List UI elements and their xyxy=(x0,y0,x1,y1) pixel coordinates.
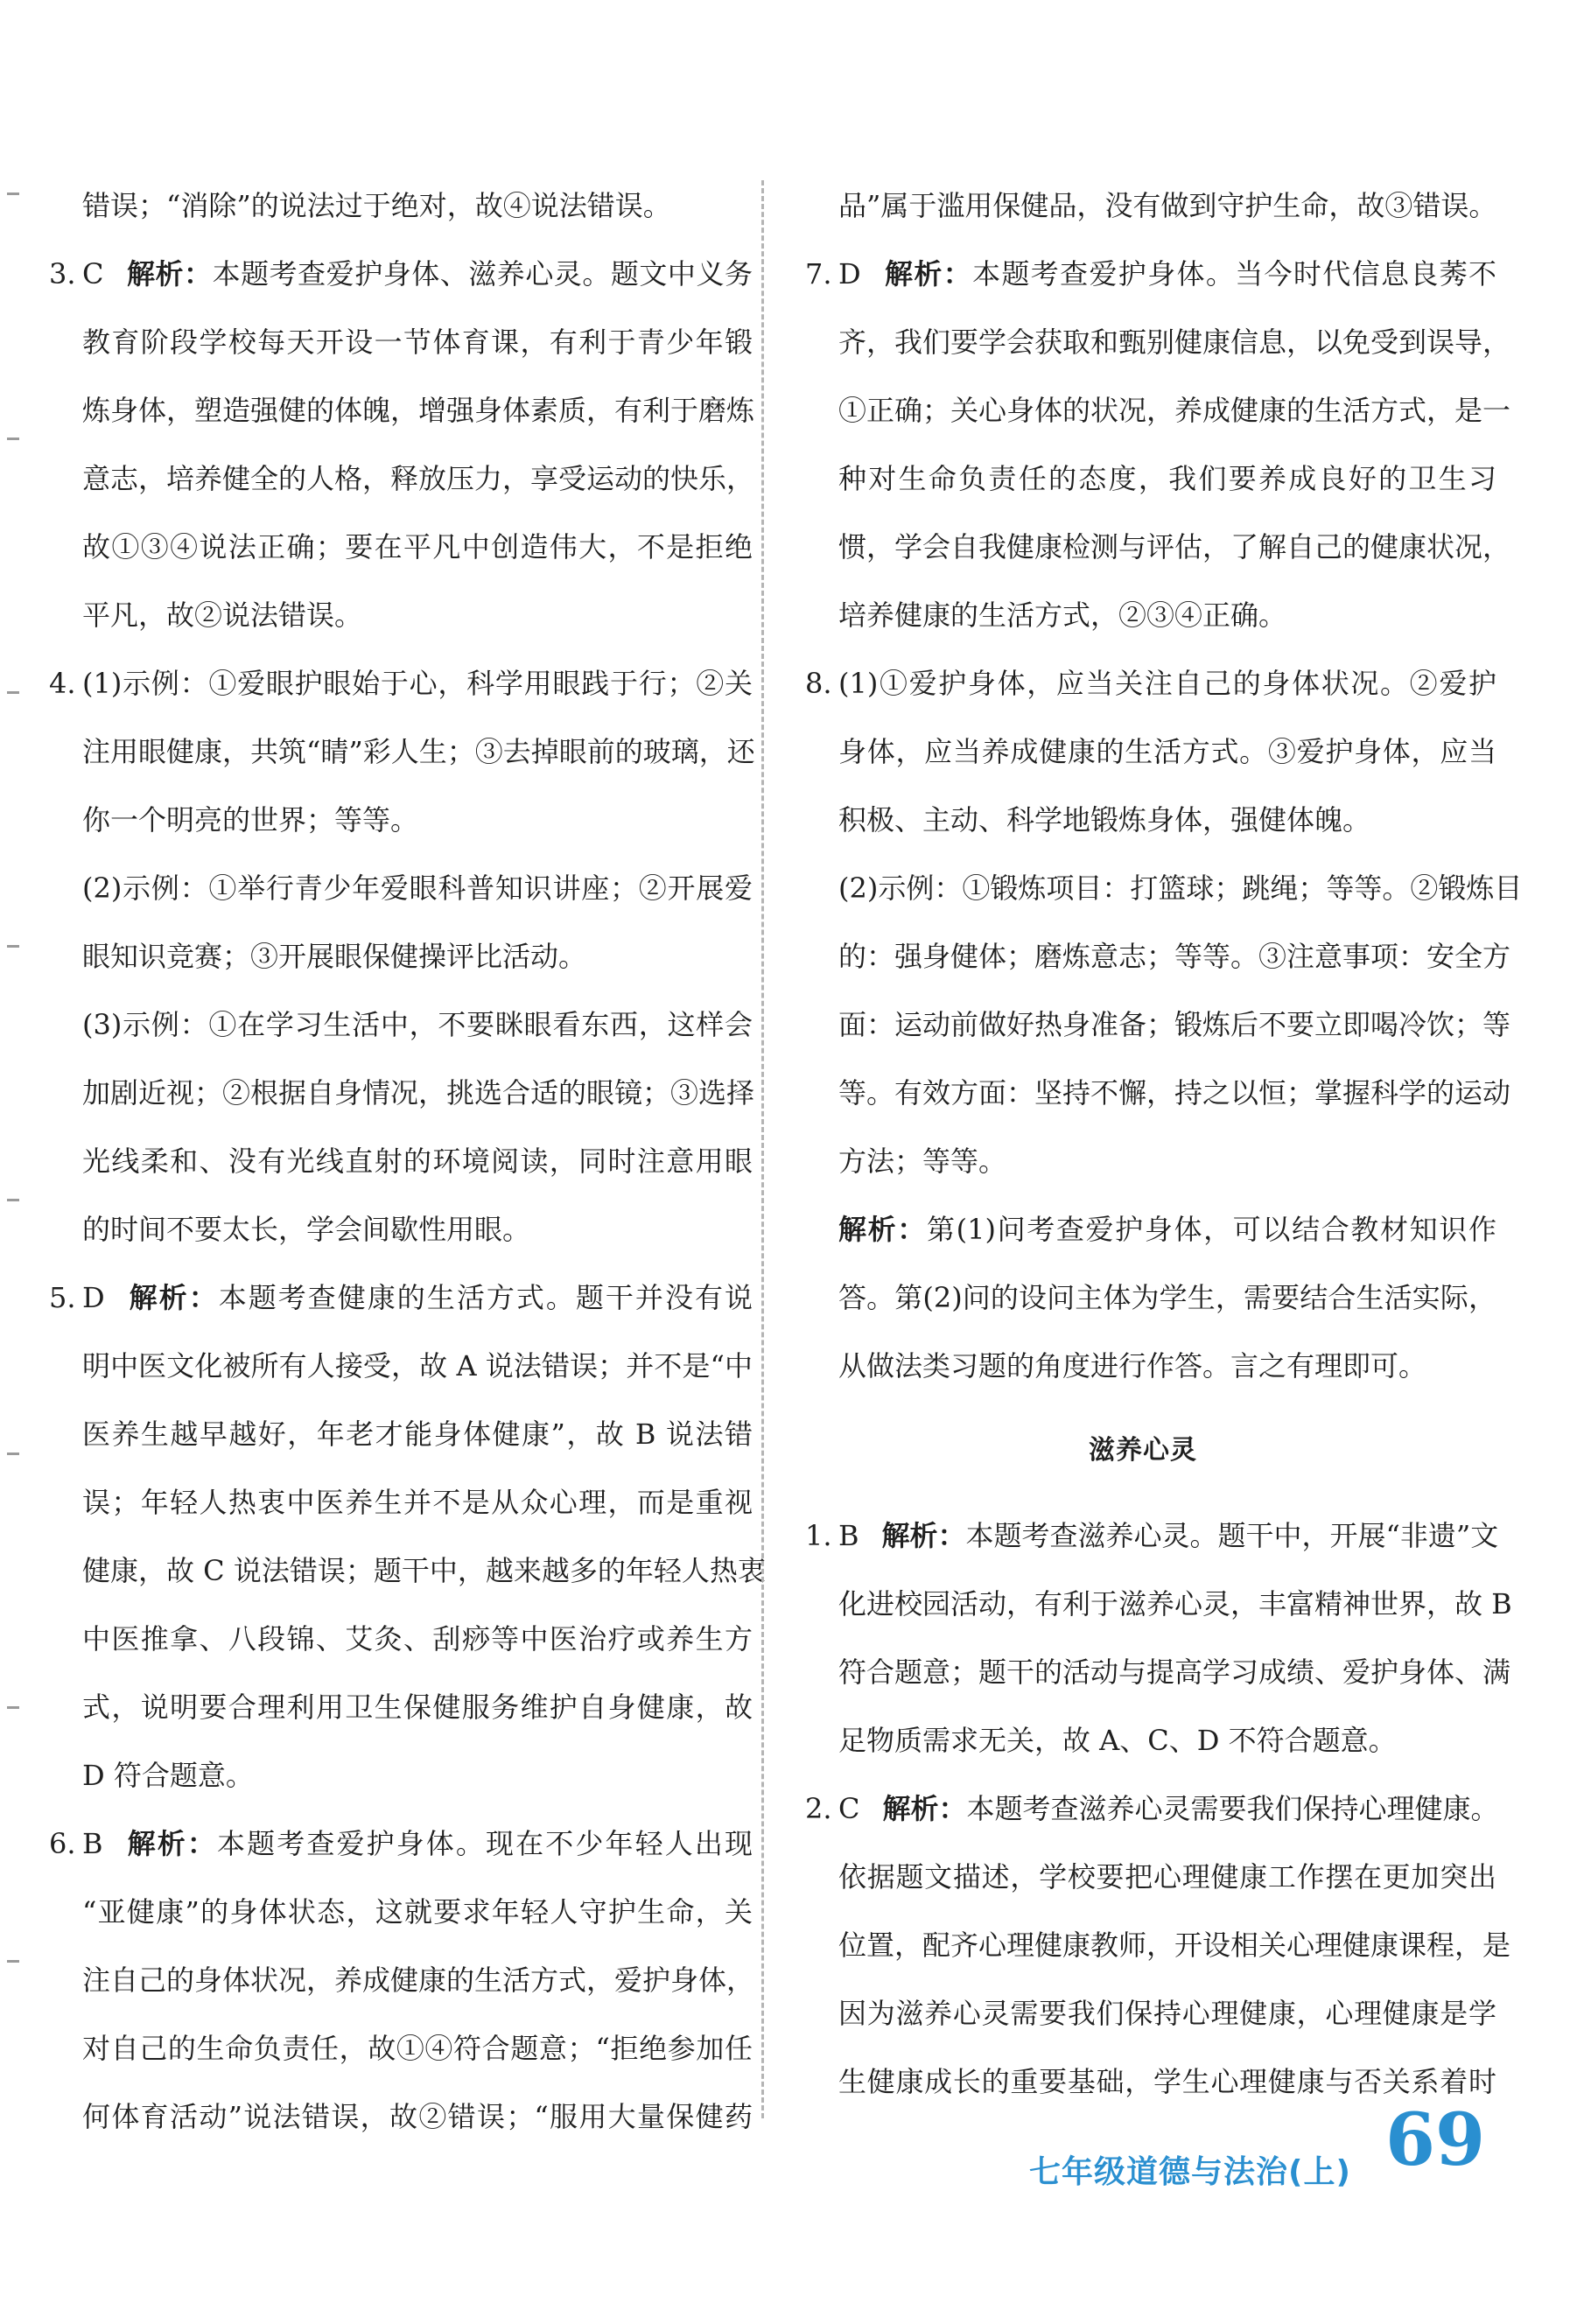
analysis-keyword: 解析： xyxy=(883,257,973,290)
text-line xyxy=(33,1468,753,1536)
text-line xyxy=(789,1979,1496,2048)
text-line xyxy=(33,1946,753,2014)
text-line xyxy=(33,1673,753,1741)
line-text: 故①③④说法正确；要在平凡中创造伟大，不是拒绝 xyxy=(82,530,753,564)
answer-letter: B xyxy=(82,1827,103,1860)
text-line xyxy=(33,581,753,649)
question-number: 6. xyxy=(49,1827,76,1860)
right-column xyxy=(789,172,1523,2116)
line-text: 化进校园活动，有利于滋养心灵，丰富精神世界，故 B xyxy=(838,1587,1512,1620)
line-text: 位置，配齐心理健康教师，开设相关心理健康课程，是 xyxy=(838,1928,1511,1962)
line-text: 等。有效方面：坚持不懈，持之以恒；掌握科学的运动 xyxy=(838,1076,1511,1110)
text-line xyxy=(33,308,753,376)
text-line xyxy=(789,1059,1511,1127)
text-line xyxy=(33,786,753,854)
text-line xyxy=(33,718,753,786)
line-text: 眼知识竞赛；③开展眼保健操评比活动。 xyxy=(82,940,587,973)
analysis-keyword: 解析： xyxy=(126,257,213,290)
left-column xyxy=(33,172,766,2151)
text-line xyxy=(33,513,753,581)
line-text: 积极、主动、科学地锻炼身体，强健体魄。 xyxy=(838,803,1371,836)
binding-marks xyxy=(0,158,26,2082)
text-line xyxy=(789,990,1511,1059)
text-line xyxy=(789,1127,1496,1195)
question-number: 1. xyxy=(805,1519,832,1552)
line-text: “亚健康”的身体状态，这就要求年轻人守护生命，关 xyxy=(82,1895,753,1928)
line-text: 医养生越早越好，年老才能身体健康”，故 B 说法错 xyxy=(82,1418,753,1451)
text-line xyxy=(33,1878,753,1946)
line-text: 健康，故 C 说法错误；题干中，越来越多的年轻人热衷 xyxy=(82,1554,766,1587)
text-line xyxy=(789,581,1496,649)
analysis-keyword: 解析： xyxy=(127,1281,219,1314)
line-text: 生健康成长的重要基础，学生心理健康与否关系着时 xyxy=(838,2065,1496,2098)
line-text: 本题考查爱护身体。现在不少年轻人出现 xyxy=(216,1827,753,1860)
line-text: (1)示例：①爱眼护眼始于心，科学用眼践于行；②关 xyxy=(82,667,753,700)
line-text: 意志，培养健全的人格，释放压力，享受运动的快乐， xyxy=(82,462,755,495)
question-number: 2. xyxy=(805,1792,832,1825)
line-text: D 符合题意。 xyxy=(82,1759,254,1792)
text-line xyxy=(789,854,1523,922)
text-line xyxy=(789,922,1511,990)
line-text: (1)①爱护身体，应当关注自己的身体状况。②爱护 xyxy=(838,667,1496,700)
answer-letter: B xyxy=(838,1519,859,1552)
line-text: 的时间不要太长，学会间歇性用眼。 xyxy=(82,1213,531,1246)
text-line xyxy=(789,1264,1496,1332)
text-line xyxy=(789,1706,1496,1774)
text-line xyxy=(789,308,1511,376)
analysis-keyword: 解析： xyxy=(881,1519,966,1552)
text-line xyxy=(789,1911,1511,1979)
line-text: 符合题意；题干的活动与提高学习成绩、爱护身体、满 xyxy=(838,1656,1511,1689)
text-line xyxy=(33,1195,753,1264)
line-text: 注自己的身体状况，养成健康的生活方式，爱护身体， xyxy=(82,1964,755,1997)
line-text: 种对生命负责任的态度，我们要养成良好的卫生习 xyxy=(838,462,1496,495)
line-text: 本题考查爱护身体、滋养心灵。题文中义务 xyxy=(212,257,753,290)
text-line xyxy=(33,854,753,922)
line-text: (2)示例：①锻炼项目：打篮球；跳绳；等等。②锻炼目 xyxy=(838,872,1523,905)
line-text: 注用眼健康，共筑“睛”彩人生；③去掉眼前的玻璃，还 xyxy=(82,735,755,768)
section-title: 滋养心灵 xyxy=(1089,1435,1197,1466)
column-divider xyxy=(761,180,764,2118)
text-line xyxy=(33,2014,753,2082)
right-column-top xyxy=(789,172,1523,1400)
line-text: ①正确；关心身体的状况，养成健康的生活方式，是一 xyxy=(838,394,1511,427)
right-column-bottom xyxy=(789,1502,1512,2116)
line-text: 第(1)问考查爱护身体，可以结合教材知识作 xyxy=(926,1213,1496,1246)
text-line xyxy=(33,1059,753,1127)
line-text: 齐，我们要学会获取和甄别健康信息，以免受到误导， xyxy=(838,326,1511,359)
line-text: 惯，学会自我健康检测与评估，了解自己的健康状况， xyxy=(838,530,1511,564)
page-number: 69 xyxy=(1385,2098,1486,2182)
text-line xyxy=(789,1332,1496,1400)
line-text: 明中医文化被所有人接受，故 A 说法错误；并不是“中 xyxy=(82,1349,753,1382)
question-number: 5. xyxy=(49,1281,76,1314)
analysis-keyword: 解析： xyxy=(838,1213,927,1246)
line-text: 本题考查健康的生活方式。题干并没有说 xyxy=(218,1281,753,1314)
text-line xyxy=(33,922,753,990)
line-text: 对自己的生命负责任，故①④符合题意；“拒绝参加任 xyxy=(82,2032,753,2065)
text-line xyxy=(789,649,1496,718)
text-line xyxy=(33,649,753,718)
line-text: 品”属于滥用保健品，没有做到守护生命，故③错误。 xyxy=(838,189,1497,222)
analysis-keyword: 解析： xyxy=(125,1827,217,1860)
line-text: 平凡，故②说法错误。 xyxy=(82,598,363,632)
line-text: 本题考查滋养心灵需要我们保持心理健康。 xyxy=(966,1792,1499,1825)
text-line xyxy=(789,1843,1496,1911)
answer-letter: C xyxy=(838,1792,860,1825)
line-text: 方法；等等。 xyxy=(838,1144,1007,1178)
line-text: 你一个明亮的世界；等等。 xyxy=(82,803,419,836)
text-line xyxy=(33,1605,753,1673)
line-text: (3)示例：①在学习生活中，不要眯眼看东西，这样会 xyxy=(82,1008,753,1041)
line-text: (2)示例：①举行青少年爱眼科普知识讲座；②开展爱 xyxy=(82,872,753,905)
line-text: 何体育活动”说法错误，故②错误；“服用大量保健药 xyxy=(82,2100,753,2133)
text-line xyxy=(789,240,1496,308)
line-text: 本题考查滋养心灵。题干中，开展“非遗”文 xyxy=(965,1519,1499,1552)
text-line xyxy=(789,513,1511,581)
line-text: 因为滋养心灵需要我们保持心理健康，心理健康是学 xyxy=(838,1997,1496,2030)
line-text: 炼身体，塑造强健的体魄，增强身体素质，有利于磨炼 xyxy=(82,394,755,427)
text-line xyxy=(789,172,1496,240)
question-number: 4. xyxy=(49,667,76,700)
line-text: 加剧近视；②根据自身情况，挑选合适的眼镜；③选择 xyxy=(82,1076,755,1110)
text-line xyxy=(789,1195,1496,1264)
text-line xyxy=(789,376,1511,444)
analysis-keyword: 解析： xyxy=(882,1792,967,1825)
text-line xyxy=(33,1264,753,1332)
answer-letter: C xyxy=(82,257,104,290)
line-text: 中医推拿、八段锦、艾灸、刮痧等中医治疗或养生方 xyxy=(82,1622,753,1656)
text-line xyxy=(33,1810,753,1878)
text-line xyxy=(789,1774,1499,1843)
line-text: 面：运动前做好热身准备；锻炼后不要立即喝冷饮；等 xyxy=(838,1008,1511,1041)
text-line xyxy=(33,1400,753,1468)
question-number: 7. xyxy=(805,257,832,290)
text-line xyxy=(33,2082,753,2151)
book-title: 七年级道德与法治(上) xyxy=(1029,2154,1351,2190)
question-number: 8. xyxy=(805,667,832,700)
line-text: 错误；“消除”的说法过于绝对，故④说法错误。 xyxy=(82,189,671,222)
line-text: 身体，应当养成健康的生活方式。③爱护身体，应当 xyxy=(838,735,1496,768)
line-text: 光线柔和、没有光线直射的环境阅读，同时注意用眼 xyxy=(82,1144,753,1178)
text-line xyxy=(33,1741,753,1810)
text-line xyxy=(33,1332,753,1400)
text-line xyxy=(789,1638,1511,1706)
answer-letter: D xyxy=(82,1281,105,1314)
line-text: 教育阶段学校每天开设一节体育课，有利于青少年锻 xyxy=(82,326,753,359)
text-line xyxy=(789,786,1496,854)
text-line xyxy=(789,1502,1499,1570)
line-text: 足物质需求无关，故 A、C、D 不符合题意。 xyxy=(838,1724,1397,1757)
text-line xyxy=(33,990,753,1059)
line-text: 依据题文描述，学校要把心理健康工作摆在更加突出 xyxy=(838,1860,1496,1894)
line-text: 误；年轻人热衷中医养生并不是从众心理，而是重视 xyxy=(82,1486,753,1519)
text-line xyxy=(789,718,1496,786)
line-text: 答。第(2)问的设问主体为学生，需要结合生活实际， xyxy=(838,1281,1496,1314)
text-line xyxy=(33,376,753,444)
line-text: 式，说明要合理利用卫生保健服务维护自身健康，故 xyxy=(82,1690,753,1724)
line-text: 的：强身健体；磨炼意志；等等。③注意事项：安全方 xyxy=(838,940,1511,973)
text-line xyxy=(33,1127,753,1195)
line-text: 培养健康的生活方式，②③④正确。 xyxy=(838,598,1287,632)
text-line xyxy=(33,1536,766,1605)
text-line xyxy=(789,444,1496,513)
line-text: 从做法类习题的角度进行作答。言之有理即可。 xyxy=(838,1349,1427,1382)
text-line xyxy=(789,1570,1512,1638)
text-line xyxy=(33,240,753,308)
answer-letter: D xyxy=(838,257,861,290)
text-line xyxy=(33,444,753,513)
question-number: 3. xyxy=(49,257,76,290)
text-line xyxy=(33,172,753,240)
line-text: 本题考查爱护身体。当今时代信息良莠不 xyxy=(972,257,1496,290)
